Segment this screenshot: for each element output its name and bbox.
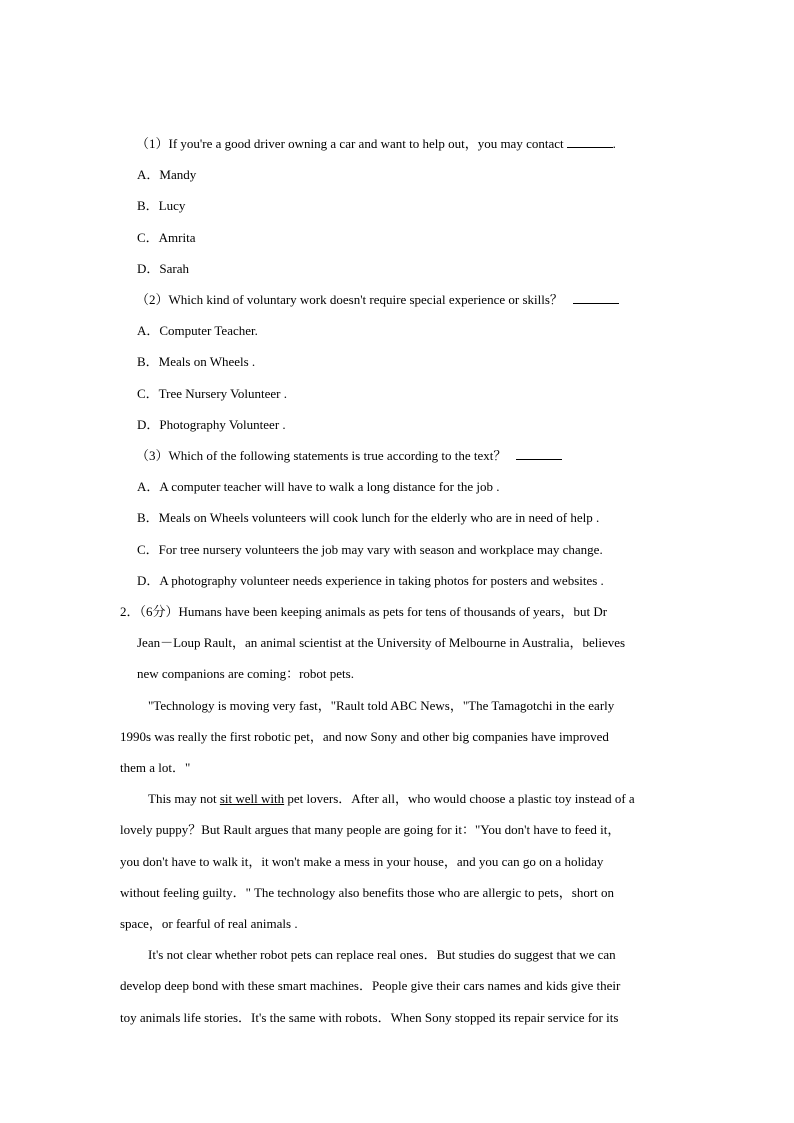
question-3	[136, 448, 562, 464]
paragraph-1-line: them a lot．"	[120, 760, 191, 775]
question-3-stem: （3）Which of the following statements is true according to the text？	[136, 448, 507, 463]
passage-line: new companions are coming：robot pets.	[137, 666, 354, 681]
paragraph-2-line: you don't have to walk it，it won't make a mess in your house，and you can go on a holiday	[120, 854, 604, 869]
question-2-stem: （2）Which kind of voluntary work doesn't require special experience or skills？	[136, 292, 563, 307]
option-2c: C．Tree Nursery Volunteer .	[137, 386, 287, 401]
question-1-stem: （1）If you're a good driver owning a car and want to help out，you may contact	[136, 136, 564, 151]
paragraph-1-line: "Technology is moving very fast，"Rault told ABC News，"The Tamagotchi in the early	[148, 698, 615, 713]
option-1a: A．Mandy	[137, 167, 197, 182]
option-1d: D．Sarah	[137, 261, 189, 276]
option-1c: C．Amrita	[137, 230, 196, 245]
option-2b: B．Meals on Wheels .	[137, 354, 256, 369]
option-3d: D．A photography volunteer needs experience in taking photos for posters and websites .	[137, 573, 604, 588]
option-1b: B．Lucy	[137, 198, 186, 213]
paragraph-2-line: without feeling guilty．" The technology also benefits those who are allergic to pets，short on	[120, 885, 615, 900]
paragraph-2-line	[148, 791, 635, 807]
question-1	[136, 136, 616, 152]
question-1-end: .	[612, 136, 616, 151]
option-2a: A．Computer Teacher.	[137, 323, 258, 338]
paragraph-3-line: develop deep bond with these smart machines．People give their cars names and kids give their	[120, 978, 621, 993]
text-run: pet lovers．After all，who would choose a plastic toy instead of a	[287, 791, 635, 806]
answer-blank	[573, 292, 619, 304]
text-run: This may not	[148, 791, 217, 806]
passage-line: Jean－Loup Rault，an animal scientist at the University of Melbourne in Australia，believes	[137, 635, 626, 650]
underlined-phrase: sit well with	[219, 791, 285, 806]
option-2d: D．Photography Volunteer .	[137, 417, 286, 432]
answer-blank	[567, 136, 613, 148]
passage-heading: 2．（6分）Humans have been keeping animals as pets for tens of thousands of years，but Dr	[120, 604, 608, 619]
paragraph-3-line: toy animals life stories．It's the same with robots．When Sony stopped its repair service for its	[120, 1010, 619, 1025]
option-3c: C．For tree nursery volunteers the job may vary with season and workplace may change.	[137, 542, 603, 557]
paragraph-2-line: space，or fearful of real animals .	[120, 916, 298, 931]
option-3b: B．Meals on Wheels volunteers will cook lunch for the elderly who are in need of help .	[137, 510, 600, 525]
answer-blank	[516, 448, 562, 460]
paragraph-3-line: It's not clear whether robot pets can replace real ones．But studies do suggest that we can	[148, 947, 616, 962]
paragraph-1-line: 1990s was really the first robotic pet，and now Sony and other big companies have improved	[120, 729, 609, 744]
question-2	[136, 292, 619, 308]
paragraph-2-line: lovely puppy？But Rault argues that many people are going for it："You don't have to feed it，	[120, 822, 621, 837]
option-3a: A．A computer teacher will have to walk a long distance for the job .	[137, 479, 500, 494]
